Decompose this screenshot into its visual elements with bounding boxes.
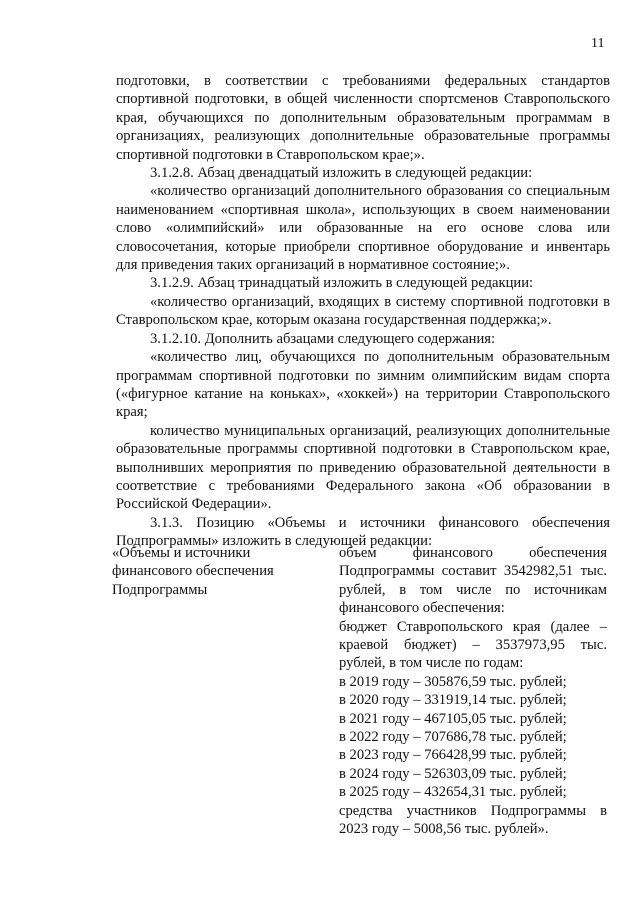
paragraph-item-3-1-2-8: 3.1.2.8. Абзац двенадцатый изложить в следующей редакции: — [150, 165, 533, 182]
paragraph-continuation: подготовки, в соответствии с требованиями федеральных стандартов спортивной подготовки, в общей численности спортсменов Ставропольского края, обучающихся по дополнительным образовательным программам в организациях, реализующих дополнительные образовательные программы спортивной подготовки в Ставропольском крае;». — [116, 73, 610, 163]
funding-year-line: в 2025 году – 432654,31 тыс. рублей; — [339, 784, 567, 801]
table-left-line: «Объемы и источники — [112, 545, 251, 561]
paragraph-item-3-1-2-10: 3.1.2.10. Дополнить абзацами следующего содержания: — [150, 330, 496, 347]
paragraph-quote-organizations: «количество организаций, входящих в систему спортивной подготовки в Ставропольском крае, которым оказана государственная поддержка;». — [116, 293, 610, 329]
funding-year-line: в 2024 году – 526303,09 тыс. рублей; — [339, 765, 567, 782]
paragraph-item-3-1-2-9: 3.1.2.9. Абзац тринадцатый изложить в следующей редакции: — [150, 275, 534, 292]
funding-participants: средства участников Подпрограммы в 2023 году – 5008,56 тыс. рублей». — [339, 802, 607, 838]
document-body — [116, 72, 610, 551]
funding-year-line: в 2019 году – 305876,59 тыс. рублей; — [339, 673, 567, 690]
funding-total: объем финансового обеспечения Подпрограммы составит 3542982,51 тыс. рублей, в том числе по источникам финансового обеспечения: — [339, 545, 607, 617]
funding-year-line: в 2021 году – 467105,05 тыс. рублей; — [339, 710, 567, 727]
paragraph-quote-sports-schools: «количество организаций дополнительного образования со специальным наименованием «спортивная школа», использующих в своем наименовании слово «олимпийский» или образованные на его основе слова или словосочетания, которые приобрели спортивное оборудование и инвентарь для приведения таких организаций в нормативное состояние;». — [116, 183, 610, 274]
paragraph-municipal-organizations: количество муниципальных организаций, реализующих дополнительные образовательные программы спортивной подготовки в Ставропольском крае, выполнивших мероприятия по приведению образовательной деятельности в соответствие с требованиями Федерального закона «Об образовании в Российской Федерации». — [116, 422, 610, 513]
funding-year-line: в 2023 году – 766428,99 тыс. рублей; — [339, 747, 567, 764]
funding-regional-budget: бюджет Ставропольского края (далее – краевой бюджет) – 3537973,95 тыс. рублей, в том числе по годам: — [339, 618, 607, 672]
paragraph-item-3-1-3: 3.1.3. Позицию «Объемы и источники финансового обеспечения Подпрограммы» изложить в следующей редакции: — [116, 514, 610, 550]
table-left-line: финансового обеспечения — [112, 563, 274, 580]
funding-table-left-cell — [112, 544, 312, 599]
funding-table-right-cell — [339, 544, 607, 839]
paragraph-quote-winter-sports: «количество лиц, обучающихся по дополнительным образовательным программам спортивной подготовки по зимним олимпийским видам спорта («фигурное катание на коньках», «хоккей») на территории Ставропольского края; — [116, 349, 610, 421]
funding-year-line: в 2022 году – 707686,78 тыс. рублей; — [339, 729, 567, 746]
funding-year-line: в 2020 году – 331919,14 тыс. рублей; — [339, 692, 567, 709]
page-number: 11 — [591, 36, 605, 51]
table-left-line: Подпрограммы — [112, 581, 208, 598]
